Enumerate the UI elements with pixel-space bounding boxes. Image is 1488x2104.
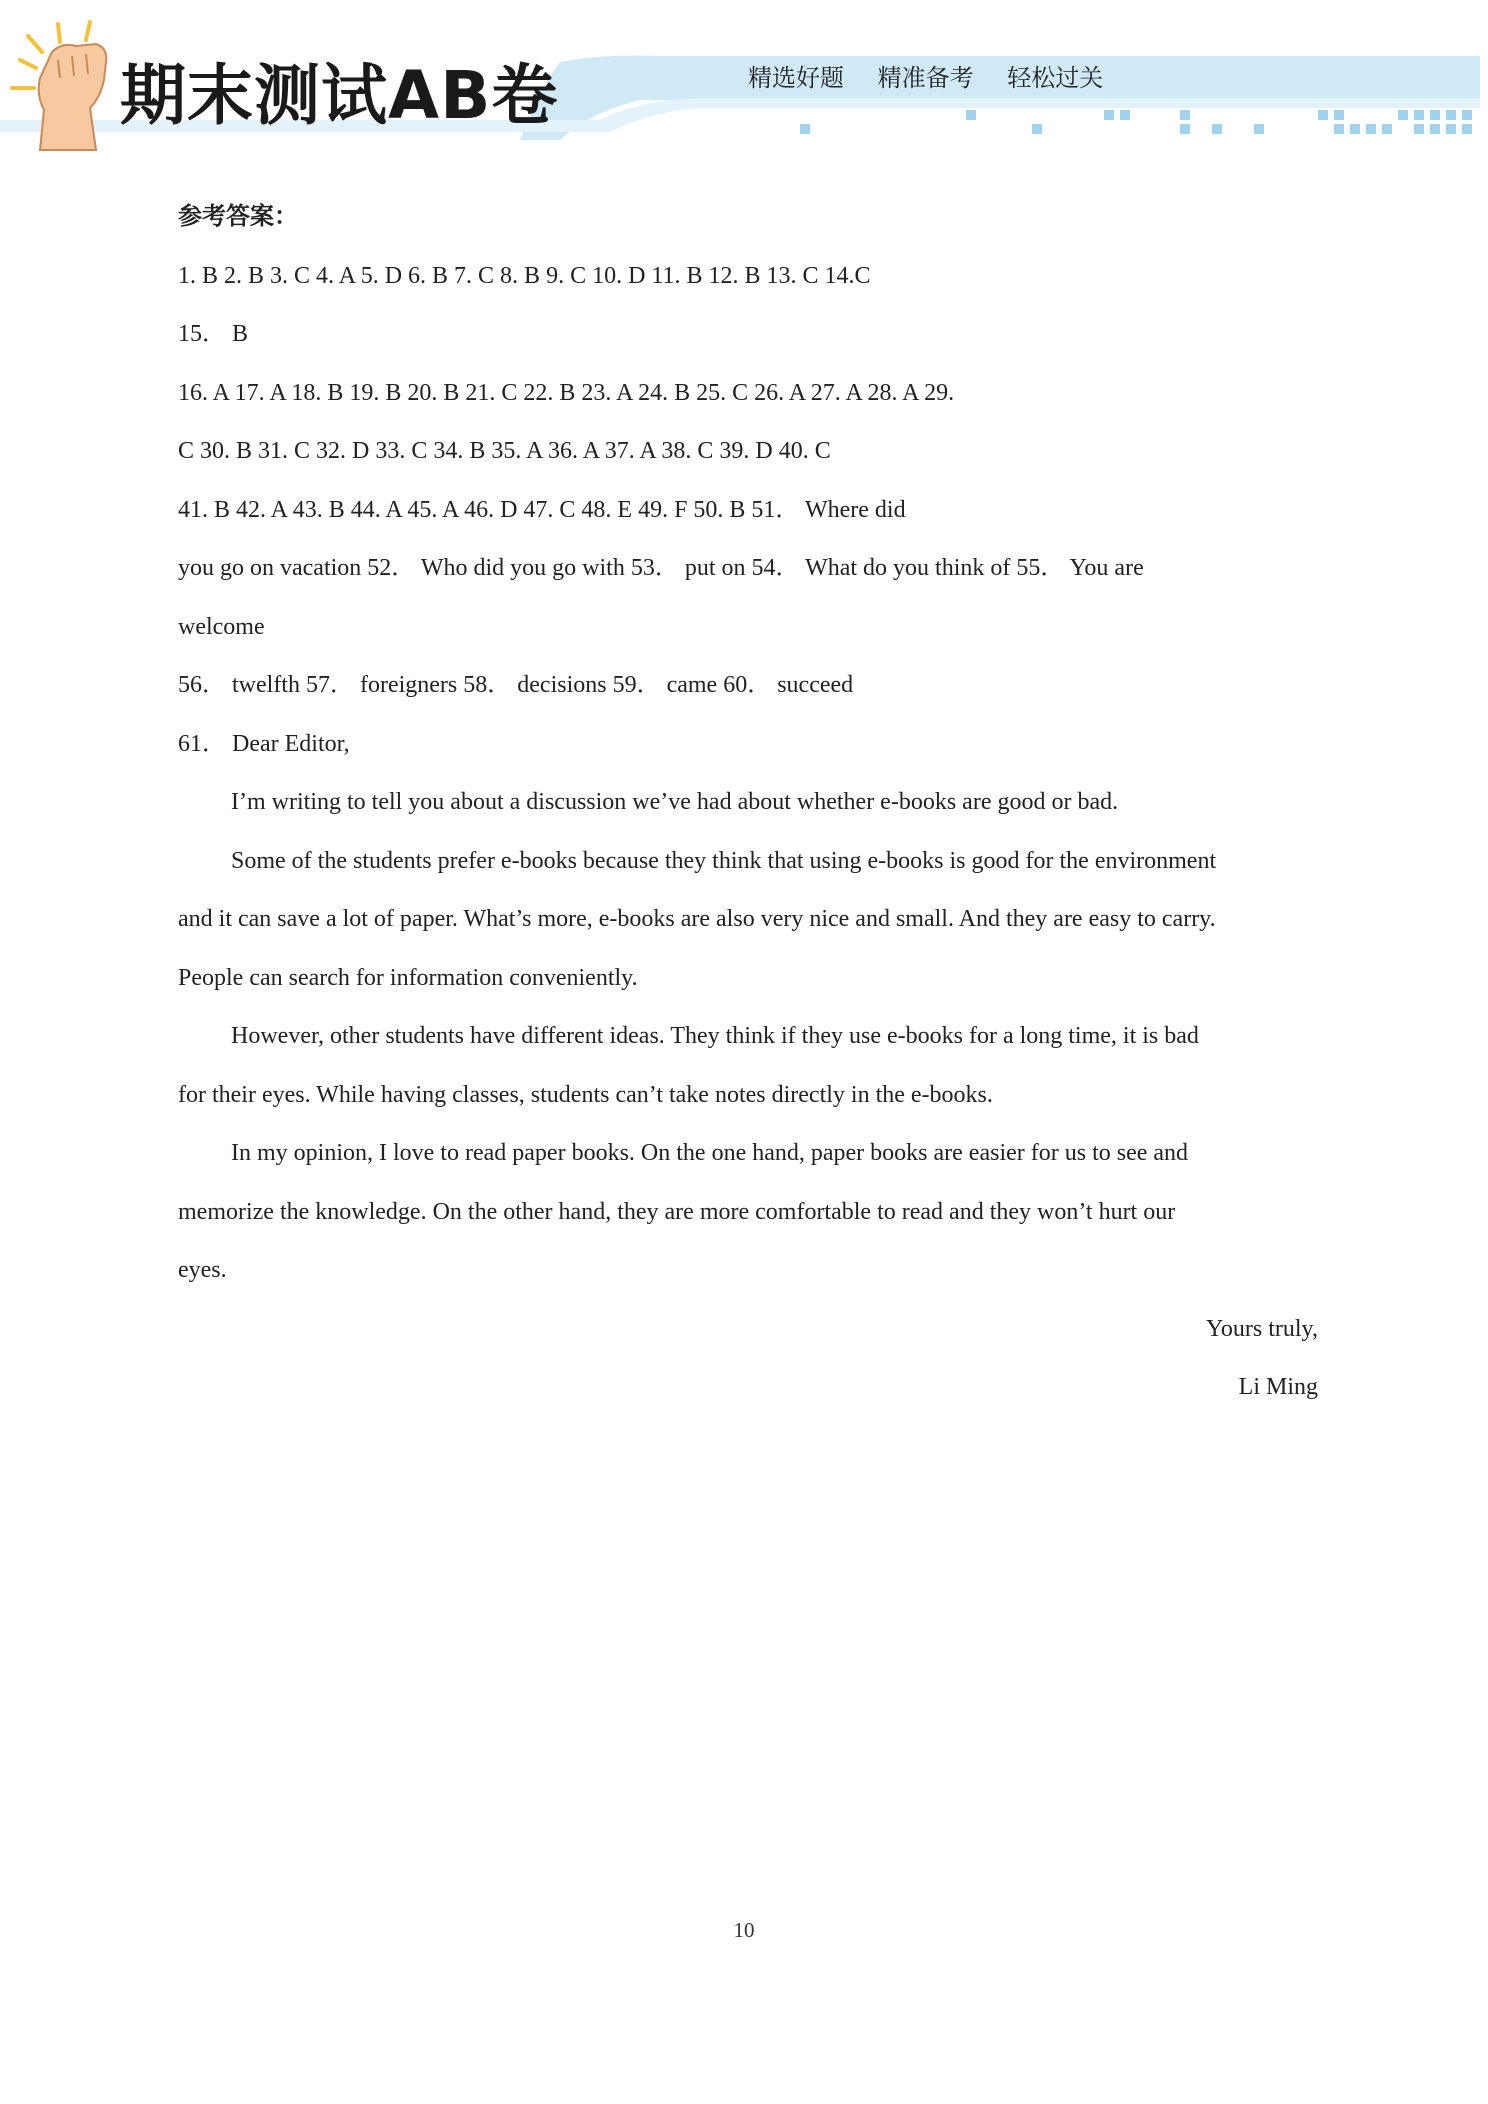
answer-line: 41. B 42. A 43. B 44. A 45. A 46. D 47. C 48. E 49. F 50. B 51． Where did [178, 496, 906, 523]
answer-line: welcome [178, 613, 265, 640]
essay-paragraph-3-line: for their eyes. While having classes, students can’t take notes directly in the e-books. [178, 1081, 993, 1108]
series-title: 期末测试AB卷 [120, 57, 559, 134]
slogan-3: 轻松过关 [1007, 64, 1104, 92]
answer-content [178, 188, 1328, 1417]
essay [178, 715, 1328, 1417]
answer-line: C 30. B 31. C 32. D 33. C 34. B 35. A 36. A 37. A 38. C 39. D 40. C [178, 438, 831, 464]
answer-line: 16. A 17. A 18. B 19. B 20. B 21. C 22. B 23. A 24. B 25. C 26. A 27. A 28. A 29. [178, 379, 955, 406]
essay-closing: Yours truly, [1205, 1315, 1318, 1342]
essay-paragraph-1-line: I’m writing to tell you about a discussion we’ve had about whether e-books are good or bad. [231, 789, 1119, 815]
answer-key [178, 247, 1328, 715]
page-number: 10 [733, 1918, 755, 1942]
essay-paragraph-4-line: memorize the knowledge. On the other hand, they are more comfortable to read and they won’t hurt our [178, 1198, 1176, 1225]
slogan-2: 精准备考 [877, 64, 974, 92]
answer-line: 56． twelfth 57． foreigners 58． decisions 59． came 60． succeed [178, 672, 854, 698]
essay-paragraph-4-line: In my opinion, I love to read paper books. On the one hand, paper books are easier for us to see and [231, 1140, 1189, 1166]
essay-signature: Li Ming [1238, 1374, 1318, 1400]
answer-line: 15． B [178, 321, 249, 347]
answer-line: 1. B 2. B 3. C 4. A 5. D 6. B 7. C 8. B 9. C 10. D 11. B 12. B 13. C 14.C [178, 262, 871, 289]
answer-heading: 参考答案： [178, 204, 298, 230]
page-header [0, 0, 1488, 160]
essay-paragraph-2-line: Some of the students prefer e-books because they think that using e-books is good for the environment [231, 847, 1217, 874]
slogan-1: 精选好题 [748, 64, 844, 92]
header-slogans [748, 58, 1129, 93]
essay-paragraph-3-line: However, other students have different ideas. They think if they use e-books for a long time, it is bad [231, 1023, 1199, 1049]
essay-paragraph-4-line: eyes. [178, 1257, 227, 1283]
essay-paragraph-2-line: People can search for information conveniently. [178, 964, 638, 991]
essay-salutation: 61． Dear Editor, [178, 730, 350, 757]
answer-line: you go on vacation 52． Who did you go with 53． put on 54． What do you think of 55． You are [178, 555, 1144, 581]
essay-paragraph-2-line: and it can save a lot of paper. What’s more, e-books are also very nice and small. And they are easy to carry. [178, 906, 1216, 932]
